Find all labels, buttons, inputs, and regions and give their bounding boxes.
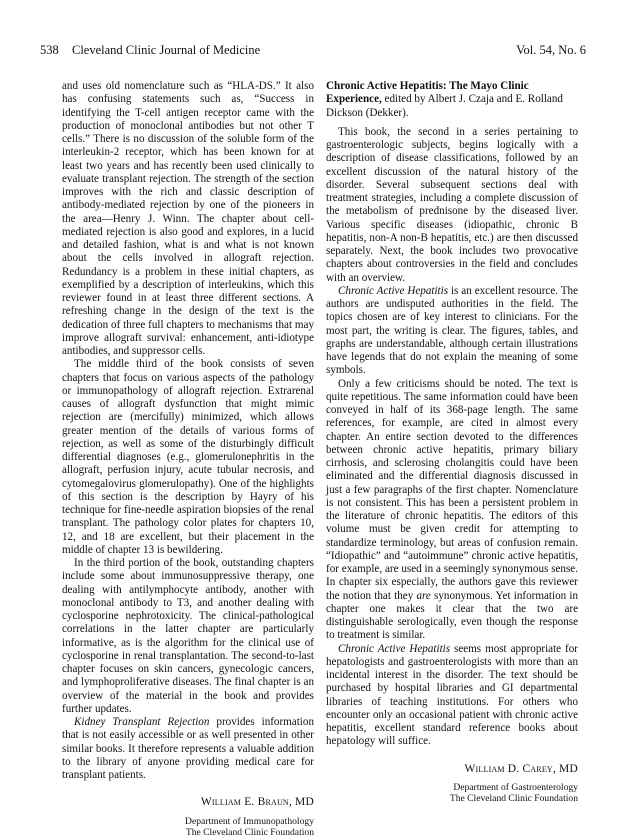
right-column	[326, 80, 578, 805]
left-column	[62, 80, 314, 839]
emphasis-word: are	[416, 589, 431, 602]
review-heading	[326, 80, 578, 120]
reviewer-department: Department of Gastroenterology	[453, 781, 578, 793]
closing-paragraph	[62, 716, 314, 782]
reviewer-organization: The Cleveland Clinic Foundation	[185, 827, 314, 838]
paragraph-text: synonymous. Yet information in chapter one makes it clear that the two are distinguishable serologically, even though the response to treatment is similar.	[326, 589, 578, 642]
body-paragraph: and uses old nomenclature such as “HLA-DS.” It also has confusing statements such as, “Success in identifying the T-cell antigen receptor came with the production of monoclonal antibodies but not other T cells.” There is no discussion of the soluble form of the interleukin-2 receptor, which has been known for at least two years and has recently been used clinically to evaluate transplant rejection. The strength of the section improves with the rich and classic description of antibody-mediated rejection by one of the pioneers in the area—Henry J. Winn. The chapter about cell-mediated rejection is also good and explores, in a lucid and detailed fashion, what is and what is not known about the cells involved in allograft rejection. Redundancy is a problem in these initial chapters, as exemplified by a description of interleukins, which this reviewer found in at least three different sections. A refreshing change in the design of the text is the dedication of three full chapters to mechanisms that may improve allograft survival: enhancement, anti-idiotype antibodies, and suppressor cells.	[62, 80, 314, 357]
reviewer-signature	[326, 763, 578, 805]
body-paragraph	[326, 285, 578, 378]
review-book-meta: edited by Albert J. Czaja and E. Rolland Dickson (Dekker).	[326, 93, 563, 119]
book-title-reference: Chronic Active Hepatitis	[338, 284, 449, 297]
paragraph-text: is an excellent resource. The authors are undisputed authorities in the field. The topics chosen are of key interest to clinicians. For the most part, the writing is clear. The figures, tables, and graphs are understandable, although certain illustrations have legends that do not explain the meaning of some symbols.	[326, 284, 578, 377]
reviewer-department: Department of Immunopathology	[185, 815, 314, 827]
volume-issue: Vol. 54, No. 6	[516, 43, 586, 57]
reviewer-name: William D. Carey, MD	[464, 762, 578, 775]
paragraph-text: Only a few criticisms should be noted. The text is quite repetitious. The same information could have been conveyed in half of its 368-page length. The same references, for example, are cited in almost every chapter. An entire section devoted to the differences between chronic active hepatitis, primary biliary cirrhosis, and sclerosing cholangitis could have been eliminated and the differential diagnosis discussed in just a few paragraphs of the first chapter. Nomenclature is not consistent. This has been a persistent problem in the literature of chronic hepatitis. The editors of this volume must be given credit for attempting to standardize terminology, but areas of confusion remain. “Idiopathic” and “autoimmune” chronic active hepatitis, for example, are used in a seemingly synonymous sense. In chapter six especially, the authors gave this reviewer the notion that they	[326, 377, 578, 602]
body-paragraph: The middle third of the book consists of seven chapters that focus on various aspects of the pathology or immunopathology of allograft rejection. Extrarenal causes of allograft dysfunction that might mimic rejection are (mercifully) minimized, which allows greater mention of the details of various forms of rejection, as well as some of the disturbingly difficult differential diagnoses (e.g., glomerulonephritis in the allograft, perfusion injury, acute tubular necrosis, and cytomegalovirus glomerulopathy). One of the highlights of this section is the description by Hayry of his technique for fine-needle aspiration biopsies of the renal transplant. The pathology color plates for chapters 10, 12, and 18 are excellent, but their placement in the middle of chapter 13 is bewildering.	[62, 358, 314, 556]
paragraph-text: seems most appropriate for hepatologists and gastroenterologists with more than an incidental interest in the disorder. The text should be purchased by hospital libraries and GI departmental libraries of teaching institutions. For others who encounter only an occasional patient with chronic active hepatitis, excellent standard reference books about hepatology will suffice.	[326, 642, 578, 748]
book-title-reference: Chronic Active Hepatitis	[338, 642, 451, 655]
page-number: 538	[40, 43, 59, 57]
reviewer-name: William E. Braun, MD	[200, 796, 314, 809]
body-paragraph: In the third portion of the book, outstanding chapters include some about immunosuppressive therapy, one dealing with antilymphocyte antibody, another with monoclonal antibody to T3, and another dealing with cyclosporine nephrotoxicity. The clinical-pathological correlations in the latter chapter are particularly informative, as is the algorithm for the clinical use of cyclosporine in renal transplantation. The second-to-last chapter focuses on skin cancers, gynecologic cancers, and lymphoproliferative diseases. The final chapter is an overview of the material in the book and provides further updates.	[62, 557, 314, 715]
body-paragraph	[326, 643, 578, 749]
body-paragraph: This book, the second in a series pertaining to gastroenterologic subjects, begins logically with a description of disease classifications, followed by an excellent discussion of the natural history of the disorder. Several subsequent sections deal with treatment strategies, including a complete discussion of the metabolism of prednisone by the diseased liver. Various specific diseases (idiopathic, chronic B hepatitis, non-A non-B hepatitis, etc.) are then discussed separately. Next, the book includes two provocative chapters about controversies in the field and concludes with an overview.	[326, 125, 578, 284]
running-header	[40, 42, 586, 58]
review-book-title: Chronic Active Hepatitis: The Mayo Clinic Experience,	[326, 80, 529, 106]
book-title-reference: Kidney Transplant Rejection	[74, 716, 210, 728]
journal-name: Cleveland Clinic Journal of Medicine	[72, 43, 261, 57]
reviewer-signature	[62, 796, 314, 838]
reviewer-organization: The Cleveland Clinic Foundation	[449, 793, 578, 805]
closing-text: provides information that is not easily accessible or as well presented in other similar books. It therefore represents a valuable addition to the library of anyone providing medical care for transplant patients.	[62, 716, 314, 781]
body-paragraph	[326, 378, 578, 643]
